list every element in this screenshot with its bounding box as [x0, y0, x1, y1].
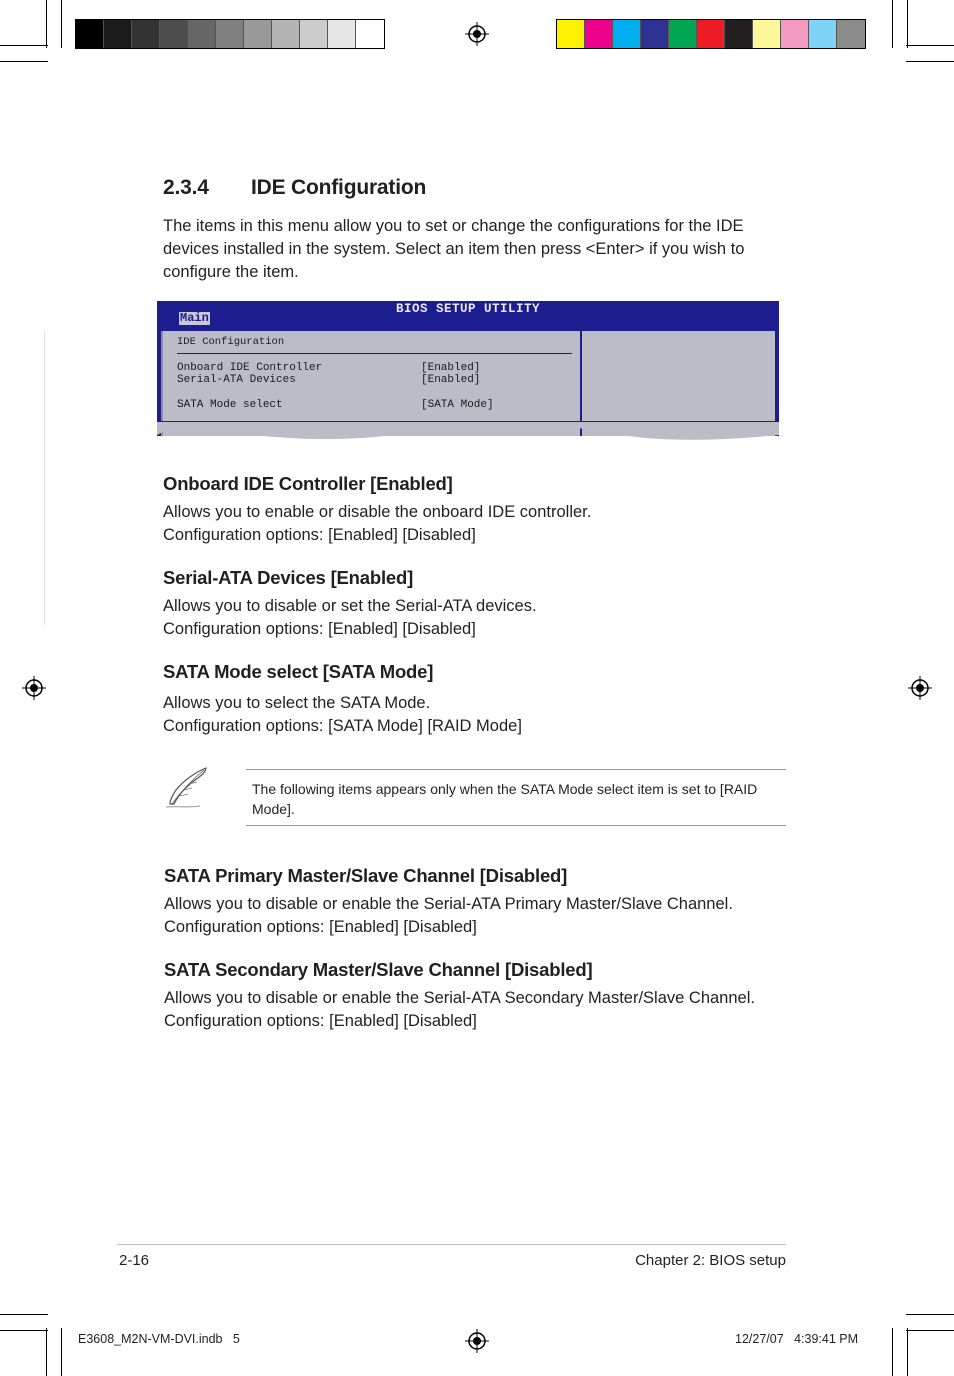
registration-mark-icon — [465, 22, 489, 46]
note-text: The following items appears only when the SATA Mode select item is set to [RAID Mode]. — [252, 781, 758, 817]
section-heading — [163, 176, 426, 200]
crop-mark — [906, 1330, 954, 1331]
color-swatch — [809, 20, 837, 48]
item-options: Configuration options: [Enabled] [Disabled] — [163, 620, 476, 638]
color-swatch — [669, 20, 697, 48]
color-swatch — [753, 20, 781, 48]
bios-title-bar — [157, 301, 779, 326]
crop-mark — [46, 1328, 47, 1376]
slug-filename: E3608_M2N-VM-DVI.indb 5 — [78, 1332, 240, 1346]
crop-mark — [46, 0, 47, 48]
crop-mark — [61, 0, 62, 48]
crop-mark — [906, 1314, 954, 1315]
color-swatch — [300, 20, 328, 48]
grayscale-color-bar — [75, 19, 385, 49]
color-swatch — [725, 20, 753, 48]
registration-mark-icon — [22, 676, 46, 700]
intro-paragraph: The items in this menu allow you to set or change the configurations for the IDE devices installed in the system. Select an item then press <Enter> if you wish to configure the item. — [163, 217, 745, 281]
slug-timestamp: 12/27/07 4:39:41 PM — [735, 1332, 859, 1346]
color-swatch — [613, 20, 641, 48]
bios-row-value[interactable]: [Enabled] — [421, 374, 481, 386]
margin-guide — [44, 330, 45, 625]
color-swatch — [188, 20, 216, 48]
bios-row-label[interactable]: Onboard IDE Controller — [177, 362, 323, 374]
footer-divider — [117, 1244, 786, 1245]
note-feather-icon — [162, 766, 212, 812]
color-swatch — [781, 20, 809, 48]
item-description: Allows you to disable or set the Serial-ATA devices. — [163, 597, 537, 615]
item-options: Configuration options: [Enabled] [Disabled] — [164, 918, 477, 936]
bios-screenshot — [157, 301, 779, 461]
item-description: Allows you to select the SATA Mode. — [163, 694, 431, 712]
bios-row-value[interactable]: [Enabled] — [421, 362, 481, 374]
color-swatch — [697, 20, 725, 48]
color-swatch — [216, 20, 244, 48]
item-heading: SATA Mode select [SATA Mode] — [163, 661, 434, 682]
color-swatch — [76, 20, 104, 48]
color-swatch — [104, 20, 132, 48]
page-number: 2-16 — [119, 1252, 150, 1269]
section-number: 2.3.4 — [163, 176, 209, 199]
bios-title: BIOS SETUP UTILITY — [395, 302, 541, 316]
torn-edge — [157, 421, 779, 461]
item-options: Configuration options: [Enabled] [Disabled] — [164, 1012, 477, 1030]
crop-mark — [0, 1330, 48, 1331]
process-color-bar — [556, 19, 866, 49]
crop-mark — [907, 1328, 908, 1376]
color-swatch — [557, 20, 585, 48]
crop-mark — [892, 0, 893, 48]
crop-mark — [0, 1314, 48, 1315]
item-options: Configuration options: [SATA Mode] [RAID Mode] — [163, 717, 522, 735]
item-heading: Onboard IDE Controller [Enabled] — [163, 473, 453, 494]
registration-mark-icon — [465, 1329, 489, 1353]
color-swatch — [837, 20, 865, 48]
crop-mark — [61, 1328, 62, 1376]
chapter-label: Chapter 2: BIOS setup — [635, 1252, 786, 1269]
crop-mark — [906, 61, 954, 62]
registration-mark-icon — [908, 676, 932, 700]
crop-mark — [0, 61, 48, 62]
color-swatch — [641, 20, 669, 48]
bios-body — [157, 326, 779, 436]
item-heading: Serial-ATA Devices [Enabled] — [163, 567, 414, 588]
crop-mark — [906, 45, 954, 46]
bios-panel-divider — [177, 353, 572, 354]
note-box — [246, 769, 786, 826]
color-swatch — [272, 20, 300, 48]
item-options: Configuration options: [Enabled] [Disabled] — [163, 526, 476, 544]
item-heading: SATA Secondary Master/Slave Channel [Disabled] — [164, 959, 593, 980]
bios-row-value[interactable]: [SATA Mode] — [421, 399, 494, 411]
bios-row-label[interactable]: SATA Mode select — [177, 399, 283, 411]
bios-tab-main[interactable]: Main — [180, 311, 209, 325]
item-heading: SATA Primary Master/Slave Channel [Disabled] — [164, 865, 568, 886]
bios-row-label[interactable]: Serial-ATA Devices — [177, 374, 296, 386]
bios-panel-title: IDE Configuration — [177, 336, 285, 348]
color-swatch — [356, 20, 384, 48]
section-title: IDE Configuration — [251, 176, 427, 199]
color-swatch — [244, 20, 272, 48]
color-swatch — [160, 20, 188, 48]
item-description: Allows you to disable or enable the Serial-ATA Primary Master/Slave Channel. — [164, 895, 733, 913]
item-description: Allows you to disable or enable the Serial-ATA Secondary Master/Slave Channel. — [164, 989, 755, 1007]
color-swatch — [132, 20, 160, 48]
color-swatch — [328, 20, 356, 48]
crop-mark — [892, 1328, 893, 1376]
crop-mark — [0, 45, 48, 46]
crop-mark — [907, 0, 908, 48]
item-description: Allows you to enable or disable the onboard IDE controller. — [163, 503, 592, 521]
color-swatch — [585, 20, 613, 48]
